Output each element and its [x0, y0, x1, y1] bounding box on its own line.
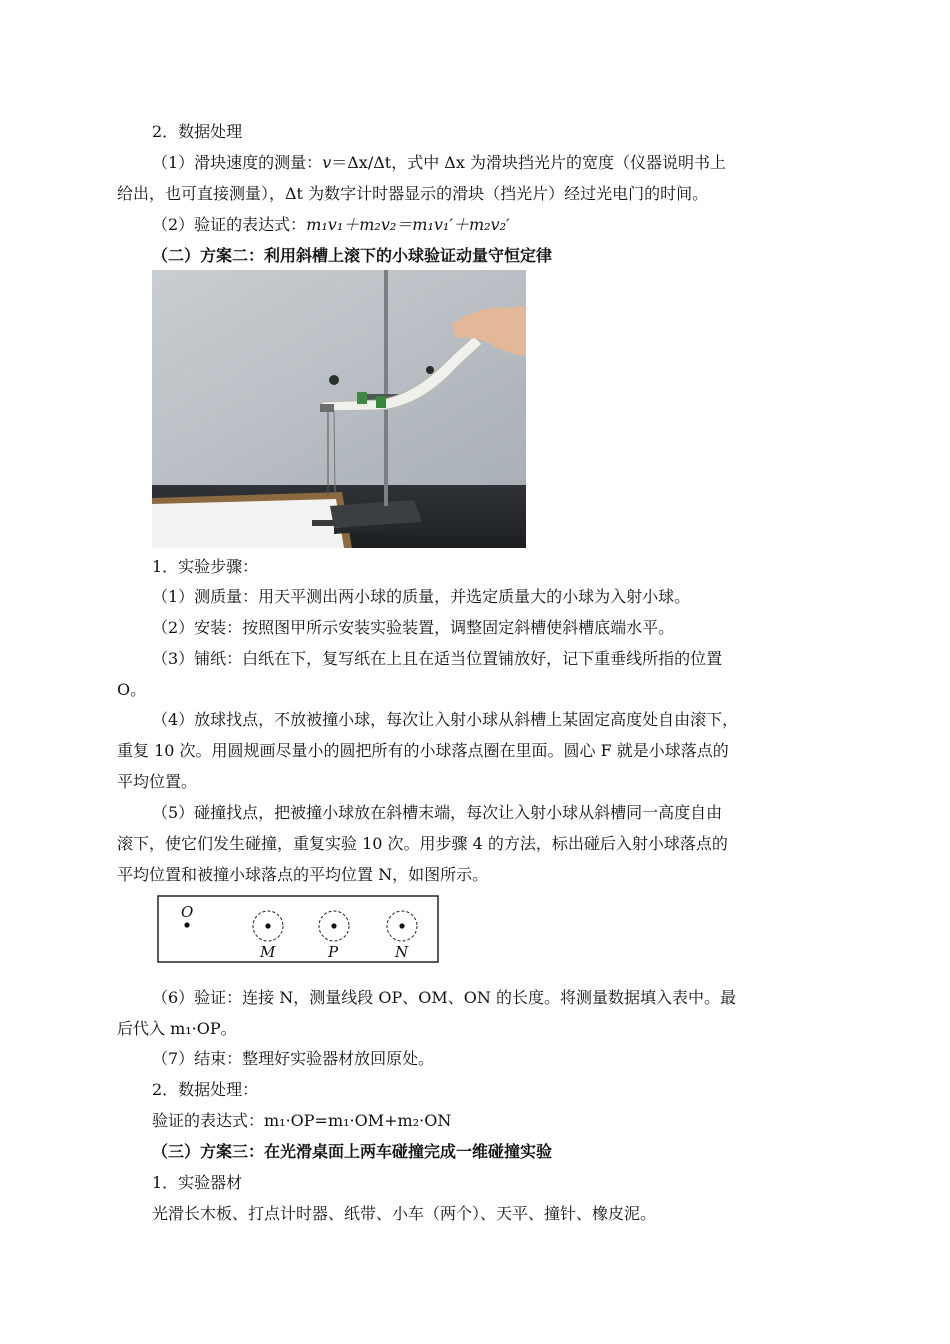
point-o-dot: [184, 922, 189, 927]
step-4: （4）放球找点，不放被撞小球，每次让入射小球从斜槽上某固定高度处自由滚下，: [152, 710, 739, 729]
point-p-label: P: [328, 943, 339, 961]
expression-label: （2）验证的表达式：: [152, 215, 307, 234]
point-m-label: M: [260, 943, 276, 961]
paragraph-expression: [152, 214, 838, 236]
point-n-label: N: [395, 943, 409, 961]
step-3-continued: O。: [117, 680, 147, 699]
apparatus-photo: [152, 270, 526, 548]
step-5-continued-2: 平均位置和被撞小球落点的平均位置 N，如图所示。: [117, 865, 489, 884]
verification-expression: 验证的表达式：m₁·OP=m₁·OM+m₂·ON: [152, 1111, 452, 1130]
data-processing-heading: 2．数据处理：: [152, 1080, 259, 1099]
point-m-dot: [265, 923, 270, 928]
section-title-scheme-three: （三）方案三：在光滑桌面上两车碰撞完成一维碰撞实验: [152, 1142, 553, 1161]
step-1: （1）测质量：用天平测出两小球的质量，并选定质量大的小球为入射小球。: [152, 587, 691, 606]
paragraph-velocity-label: （1）滑块速度的测量：: [152, 153, 323, 172]
paragraph-velocity-continued: 给出，也可直接测量），Δt 为数字计时器显示的滑块（挡光片）经过光电门的时间。: [117, 184, 709, 203]
momentum-formula: m₁v₁＋m₂v₂＝m₁v₁′＋m₂v₂′: [306, 215, 510, 234]
equipment-heading: 1．实验器材: [152, 1173, 243, 1192]
equipment-list: 光滑长木板、打点计时器、纸带、小车（两个）、天平、撞针、橡皮泥。: [152, 1204, 657, 1223]
step-5: （5）碰撞找点，把被撞小球放在斜槽末端，每次让入射小球从斜槽同一高度自由: [152, 803, 723, 822]
section-title-scheme-two: （二）方案二：利用斜槽上滚下的小球验证动量守恒定律: [152, 246, 553, 265]
step-2: （2）安装：按照图甲所示安装实验装置，调整固定斜槽使斜槽底端水平。: [152, 618, 675, 637]
landing-points-diagram: [157, 895, 439, 963]
velocity-symbol: v: [322, 153, 332, 172]
steps-heading: 1．实验步骤：: [152, 557, 259, 576]
step-6: （6）验证：连接 N，测量线段 OP、OM、ON 的长度。将测量数据填入表中。最: [152, 988, 736, 1007]
section-heading-data-processing: 2．数据处理: [152, 122, 243, 141]
step-7: （7）结束：整理好实验器材放回原处。: [152, 1049, 435, 1068]
paragraph-velocity-measure: [152, 152, 838, 174]
step-6-continued: 后代入 m₁·OP。: [117, 1019, 237, 1038]
velocity-formula: ＝Δx/Δt，式中 Δx 为滑块挡光片的宽度（仪器说明书上: [331, 153, 726, 172]
point-o-label: O: [181, 903, 194, 921]
step-3: （3）铺纸：白纸在下，复写纸在上且在适当位置铺放好，记下重垂线所指的位置: [152, 649, 723, 668]
point-n-dot: [399, 923, 404, 928]
step-4-continued-1: 重复 10 次。用圆规画尽量小的圆把所有的小球落点圈在里面。圆心 F 就是小球落点的: [117, 741, 729, 760]
step-4-continued-2: 平均位置。: [117, 772, 198, 791]
point-p-dot: [331, 923, 336, 928]
step-5-continued-1: 滚下，使它们发生碰撞，重复实验 10 次。用步骤 4 的方法，标出碰后入射小球落点的: [117, 834, 728, 853]
